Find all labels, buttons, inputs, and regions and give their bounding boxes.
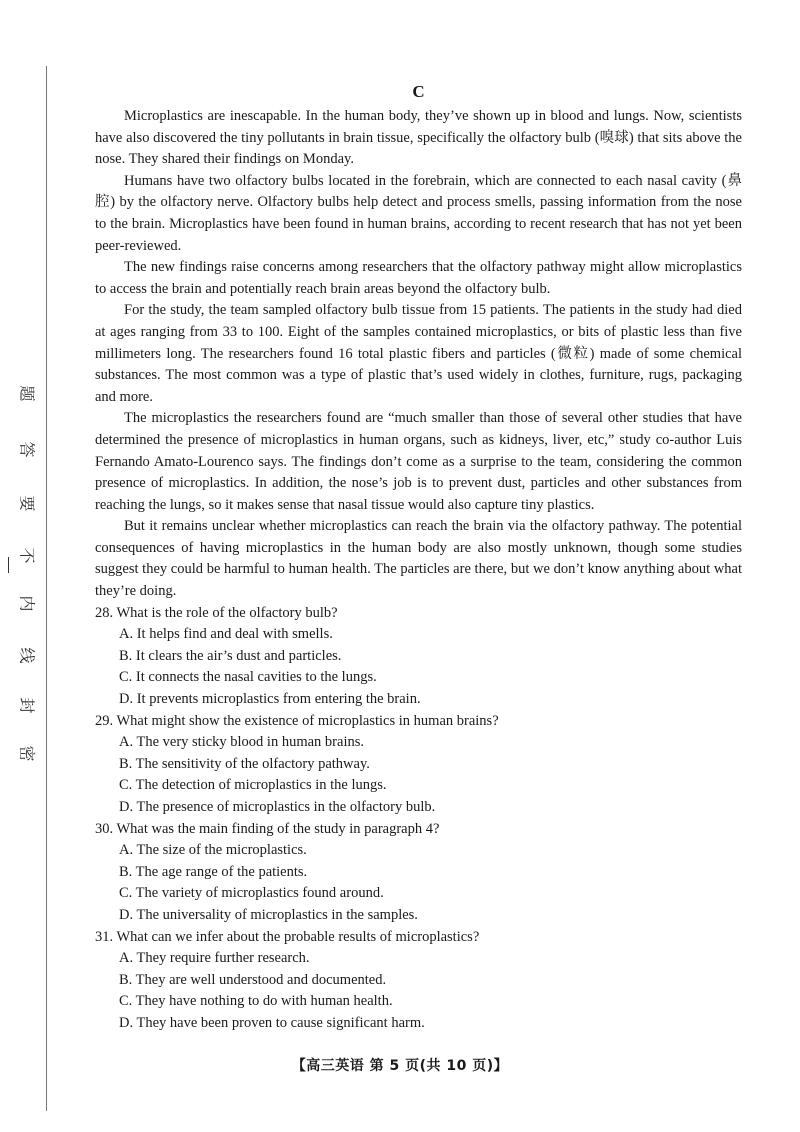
option-c[interactable]: C. It connects the nasal cavities to the lungs. <box>119 669 377 686</box>
option-a[interactable]: A. They require further research. <box>119 950 310 967</box>
option-d[interactable]: D. The presence of microplastics in the olfactory bulb. <box>119 799 436 815</box>
option-a[interactable]: A. The size of the microplastics. <box>119 842 307 859</box>
paragraph: Microplastics are inescapable. In the human body, they’ve shown up in blood and lungs. Now, scientists have also discovered the tiny pollutants in brain tissue, specifically the olfactory bulb (嗅球) that sits above the nose. They shared their findings on Monday. <box>95 108 742 168</box>
section-title: C <box>412 82 425 101</box>
paragraph: The microplastics the researchers found are “much smaller than those of several other studies that have determined the presence of microplastics in human organs, such as kidneys, liver, etc,” study co-author Luis Fernando Amato-Lourenco says. The findings don’t come as a surprise to the team, considering the common presence of microplastics. In addition, the nose’s job is to prevent dust, particles and other substances from reaching the lungs, so it makes sense that nasal tissue would also capture tiny plastics. <box>95 410 742 513</box>
option-c[interactable]: C. The detection of microplastics in the lungs. <box>119 777 387 794</box>
paragraph: The new findings raise concerns among researchers that the olfactory pathway might allow microplastics to access the brain and potentially reach brain areas beyond the olfactory bulb. <box>95 259 742 297</box>
question-stem: 30. What was the main finding of the study in paragraph 4? <box>95 820 440 837</box>
side-char: 内 <box>17 595 37 612</box>
question-29 <box>95 711 742 819</box>
option-d[interactable]: D. They have been proven to cause significant harm. <box>119 1014 425 1031</box>
margin-tick <box>8 557 9 573</box>
side-char: 线 <box>17 647 37 664</box>
question-28 <box>95 603 742 711</box>
side-char: 答 <box>17 441 37 458</box>
paragraph: Humans have two olfactory bulbs located in the forebrain, which are connected to each nasal cavity (鼻腔) by the olfactory nerve. Olfactory bulbs help detect and process smells, passing information from the nose to the brain. Microplastics have been found in human brains, according to recent research that has not yet been peer-reviewed. <box>95 172 742 254</box>
question-31 <box>95 927 742 1035</box>
binding-line <box>46 66 47 1111</box>
side-char: 封 <box>17 697 37 714</box>
paragraph: But it remains unclear whether microplastics can reach the brain via the olfactory pathway. The potential consequences of having microplastics in the human body are also mostly unknown, though some studies suggest they could be harmful to human health. The particles are there, but we don’t know anything about what they’re doing. <box>95 518 742 600</box>
passage-content <box>95 82 742 1035</box>
option-b[interactable]: B. They are well understood and documented. <box>119 971 387 988</box>
question-stem: 31. What can we infer about the probable results of microplastics? <box>95 928 480 945</box>
page-footer: 【高三英语 第 5 页(共 10 页)】 <box>291 1058 509 1074</box>
option-b[interactable]: B. The age range of the patients. <box>119 863 308 880</box>
paragraph: For the study, the team sampled olfactory bulb tissue from 15 patients. The patients in the study had died at ages ranging from 33 to 100. Eight of the samples contained microplastics, or bits of plastic less than five millimeters long. The researchers found 16 total plastic fibers and particles (微粒) made of some chemical substances. The most common was a type of plastic that’s used widely in clothes, furniture, rugs, packaging and more. <box>95 302 742 405</box>
option-b[interactable]: B. The sensitivity of the olfactory pathway. <box>119 755 370 772</box>
option-b[interactable]: B. It clears the air’s dust and particles. <box>119 647 342 664</box>
option-d[interactable]: D. It prevents microplastics from entering the brain. <box>119 691 421 708</box>
option-a[interactable]: A. The very sticky blood in human brains. <box>119 734 364 751</box>
side-char: 题 <box>17 385 37 402</box>
option-c[interactable]: C. The variety of microplastics found around. <box>119 885 384 902</box>
side-char: 不 <box>17 547 37 564</box>
side-char: 要 <box>17 495 37 512</box>
side-char: 密 <box>17 745 37 762</box>
question-stem: 28. What is the role of the olfactory bulb? <box>95 604 338 621</box>
question-stem: 29. What might show the existence of microplastics in human brains? <box>95 712 499 729</box>
question-30 <box>95 819 742 927</box>
option-d[interactable]: D. The universality of microplastics in the samples. <box>119 906 418 923</box>
option-c[interactable]: C. They have nothing to do with human health. <box>119 993 393 1010</box>
option-a[interactable]: A. It helps find and deal with smells. <box>119 626 333 643</box>
